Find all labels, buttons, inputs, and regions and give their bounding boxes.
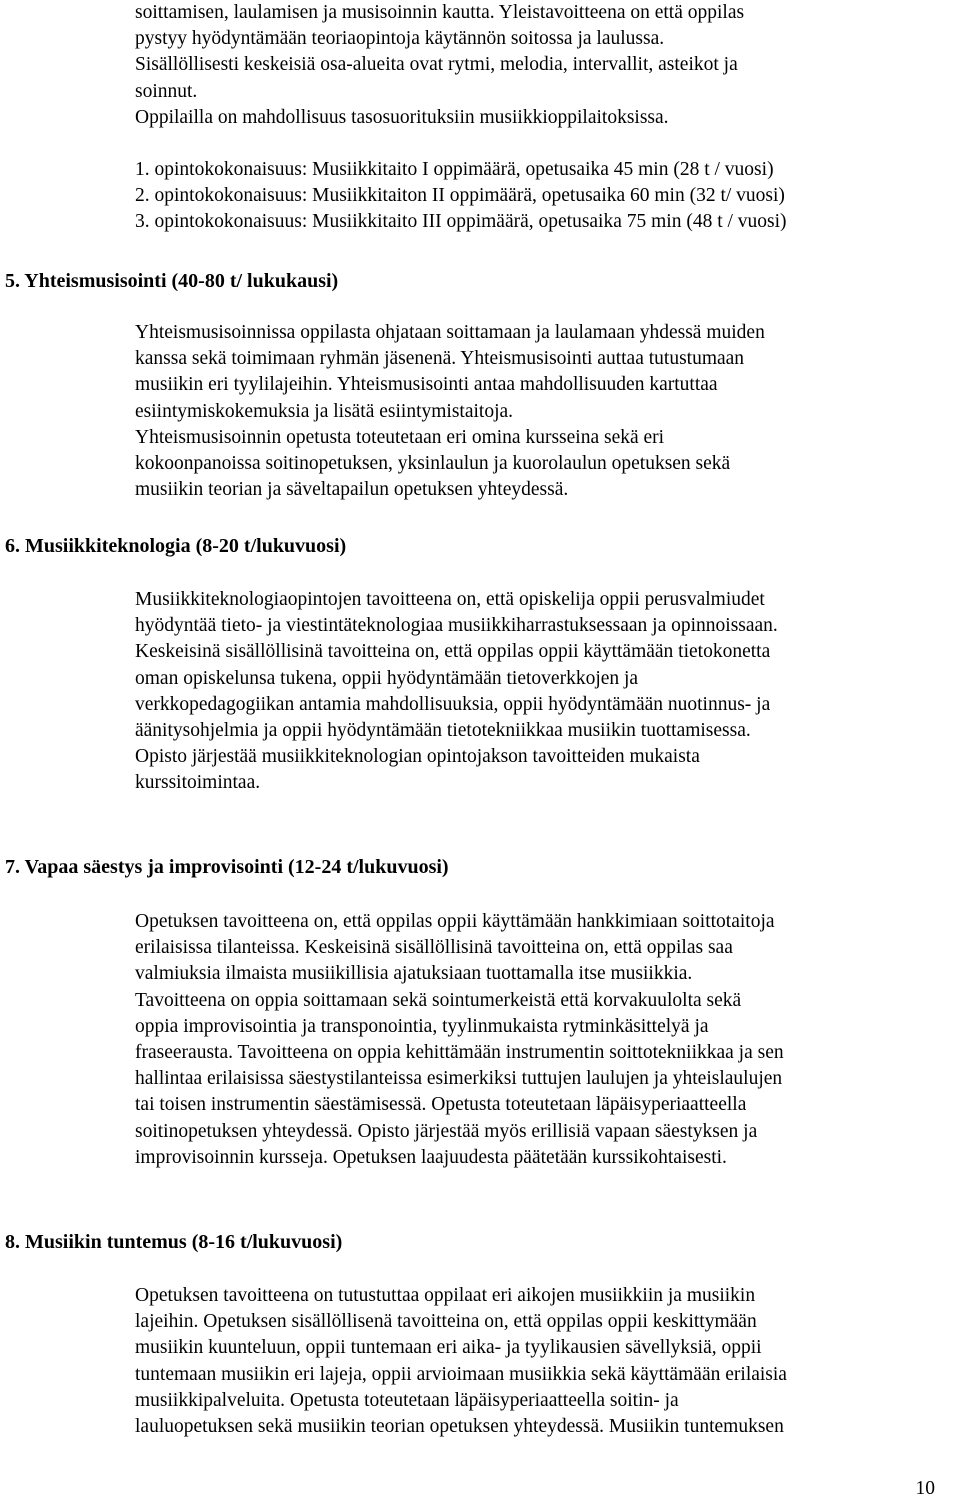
intro-line: Sisällöllisesti keskeisiä osa-alueita ovat rytmi, melodia, intervallit, asteikot ja	[135, 54, 738, 76]
body-line: Yhteismusisoinnissa oppilasta ohjataan soittamaan ja laulamaan yhdessä muiden	[135, 322, 765, 343]
body-line: erilaisissa tilanteissa. Keskeisinä sisällöllisinä tavoitteina on, että oppilas saa	[135, 937, 733, 959]
body-line: kurssitoimintaa.	[135, 772, 261, 794]
body-line: Opisto järjestää musiikkiteknologian opintojakson tavoitteiden mukaista	[135, 746, 700, 768]
body-line: soitinopetuksen yhteydessä. Opisto järjestää myös erillisiä vapaan säestyksen ja	[135, 1120, 758, 1142]
body-line: improvisoinnin kursseja. Opetuksen laajuudesta päätetään kurssikohtaisesti.	[135, 1146, 727, 1168]
body-line: kokoonpanoissa soitinopetuksen, yksinlaulun ja kuorolaulun opetuksen sekä	[135, 453, 731, 475]
section-heading: 7. Vapaa säestys ja improvisointi (12-24 t/lukuvuosi)	[5, 856, 449, 878]
body-line: kanssa sekä toimimaan ryhmän jäsenenä. Yhteismusisointi auttaa tutustumaan	[135, 348, 745, 370]
section-body	[135, 1283, 955, 1440]
section-body	[135, 320, 955, 503]
intro-line: soinnut.	[135, 80, 198, 102]
body-line: oppia improvisointia ja transponointia, tyylinmukaista rytminkäsittelyä ja	[135, 1015, 709, 1037]
body-line: lajeihin. Opetuksen sisällöllisenä tavoitteina on, että oppilas oppii keskittymään	[135, 1311, 757, 1333]
body-line: Tavoitteena on oppia soittamaan sekä sointumerkeistä että korvakuulolta sekä	[135, 989, 742, 1011]
body-line: valmiuksia ilmaista musiikillisia ajatuksiaan tuottamalla itse musiikkia.	[135, 963, 693, 985]
body-line: fraseerausta. Tavoitteena on oppia kehittämään instrumentin soittotekniikkaa ja sen	[135, 1042, 784, 1064]
body-line: oman opiskelunsa tukena, oppii hyödyntämään tietoverkkojen ja	[135, 667, 639, 689]
body-line: esiintymiskokemuksia ja lisätä esiintymistaitoja.	[135, 400, 514, 422]
course-item: 2. opintokokonaisuus: Musiikkitaiton II oppimäärä, opetusaika 60 min (32 t/ vuosi)	[135, 185, 785, 207]
body-line: Opetuksen tavoitteena on, että oppilas oppii käyttämään hankkimiaan soittotaitoja	[135, 911, 775, 932]
body-line: tai toisen instrumentin säestämisessä. Opetusta toteutetaan läpäisyperiaatteella	[135, 1094, 747, 1116]
body-line: musiikin eri tyylilajeihin. Yhteismusisointi antaa mahdollisuuden kartuttaa	[135, 374, 718, 396]
body-line: musiikin teorian ja säveltapailun opetuksen yhteydessä.	[135, 479, 569, 501]
course-item: 1. opintokokonaisuus: Musiikkitaito I oppimäärä, opetusaika 45 min (28 t / vuosi)	[135, 159, 774, 180]
intro-line: pystyy hyödyntämään teoriaopintoja käytännön soitossa ja laulussa.	[135, 28, 665, 50]
section-heading: 6. Musiikkiteknologia (8-20 t/lukuvuosi)	[5, 535, 347, 557]
course-item: 3. opintokokonaisuus: Musiikkitaito III oppimäärä, opetusaika 75 min (48 t / vuosi)	[135, 211, 787, 233]
body-line: tuntemaan musiikin eri lajeja, oppii arvioimaan musiikkia sekä käyttämään erilaisia	[135, 1363, 787, 1385]
body-line: Opetuksen tavoitteena on tutustuttaa oppilaat eri aikojen musiikkiin ja musiikin	[135, 1285, 756, 1306]
body-line: lauluopetuksen sekä musiikin teorian opetuksen yhteydessä. Musiikin tuntemuksen	[135, 1416, 784, 1438]
body-line: Musiikkiteknologiaopintojen tavoitteena on, että opiskelija oppii perusvalmiudet	[135, 589, 765, 610]
course-list	[135, 157, 955, 236]
body-line: Keskeisinä sisällöllisinä tavoitteina on, että oppilas oppii käyttämään tietokonetta	[135, 641, 771, 663]
body-line: hyödyntää tieto- ja viestintäteknologiaa musiikkiharrastuksessaan ja opinnoissaan.	[135, 615, 778, 637]
body-line: Yhteismusisoinnin opetusta toteutetaan eri omina kursseina sekä eri	[135, 426, 665, 448]
section-heading: 5. Yhteismusisointi (40-80 t/ lukukausi)	[5, 270, 339, 292]
intro-line: soittamisen, laulamisen ja musisoinnin kautta. Yleistavoitteena on että oppilas	[135, 2, 745, 23]
body-line: verkkopedagogiikan antamia mahdollisuuksia, oppii hyödyntämään nuotinnus- ja	[135, 693, 771, 715]
body-line: musiikkipalveluita. Opetusta toteutetaan läpäisyperiaatteella soitin- ja	[135, 1389, 679, 1411]
intro-paragraph	[135, 0, 955, 131]
section-body	[135, 587, 955, 797]
intro-line: Oppilailla on mahdollisuus tasosuorituksiin musiikkioppilaitoksissa.	[135, 106, 669, 128]
body-line: musiikin kuunteluun, oppii tuntemaan eri aika- ja tyylikausien sävellyksiä, oppii	[135, 1337, 762, 1359]
section-body	[135, 909, 955, 1171]
body-line: hallintaa erilaisissa säestystilanteissa esimerkiksi tuttujen laulujen ja yhteislaulujen	[135, 1068, 783, 1090]
body-line: äänitysohjelmia ja oppii hyödyntämään tietotekniikkaa musiikin tuottamisessa.	[135, 720, 751, 742]
page-number: 10	[915, 1478, 935, 1499]
section-heading: 8. Musiikin tuntemus (8-16 t/lukuvuosi)	[5, 1231, 343, 1253]
